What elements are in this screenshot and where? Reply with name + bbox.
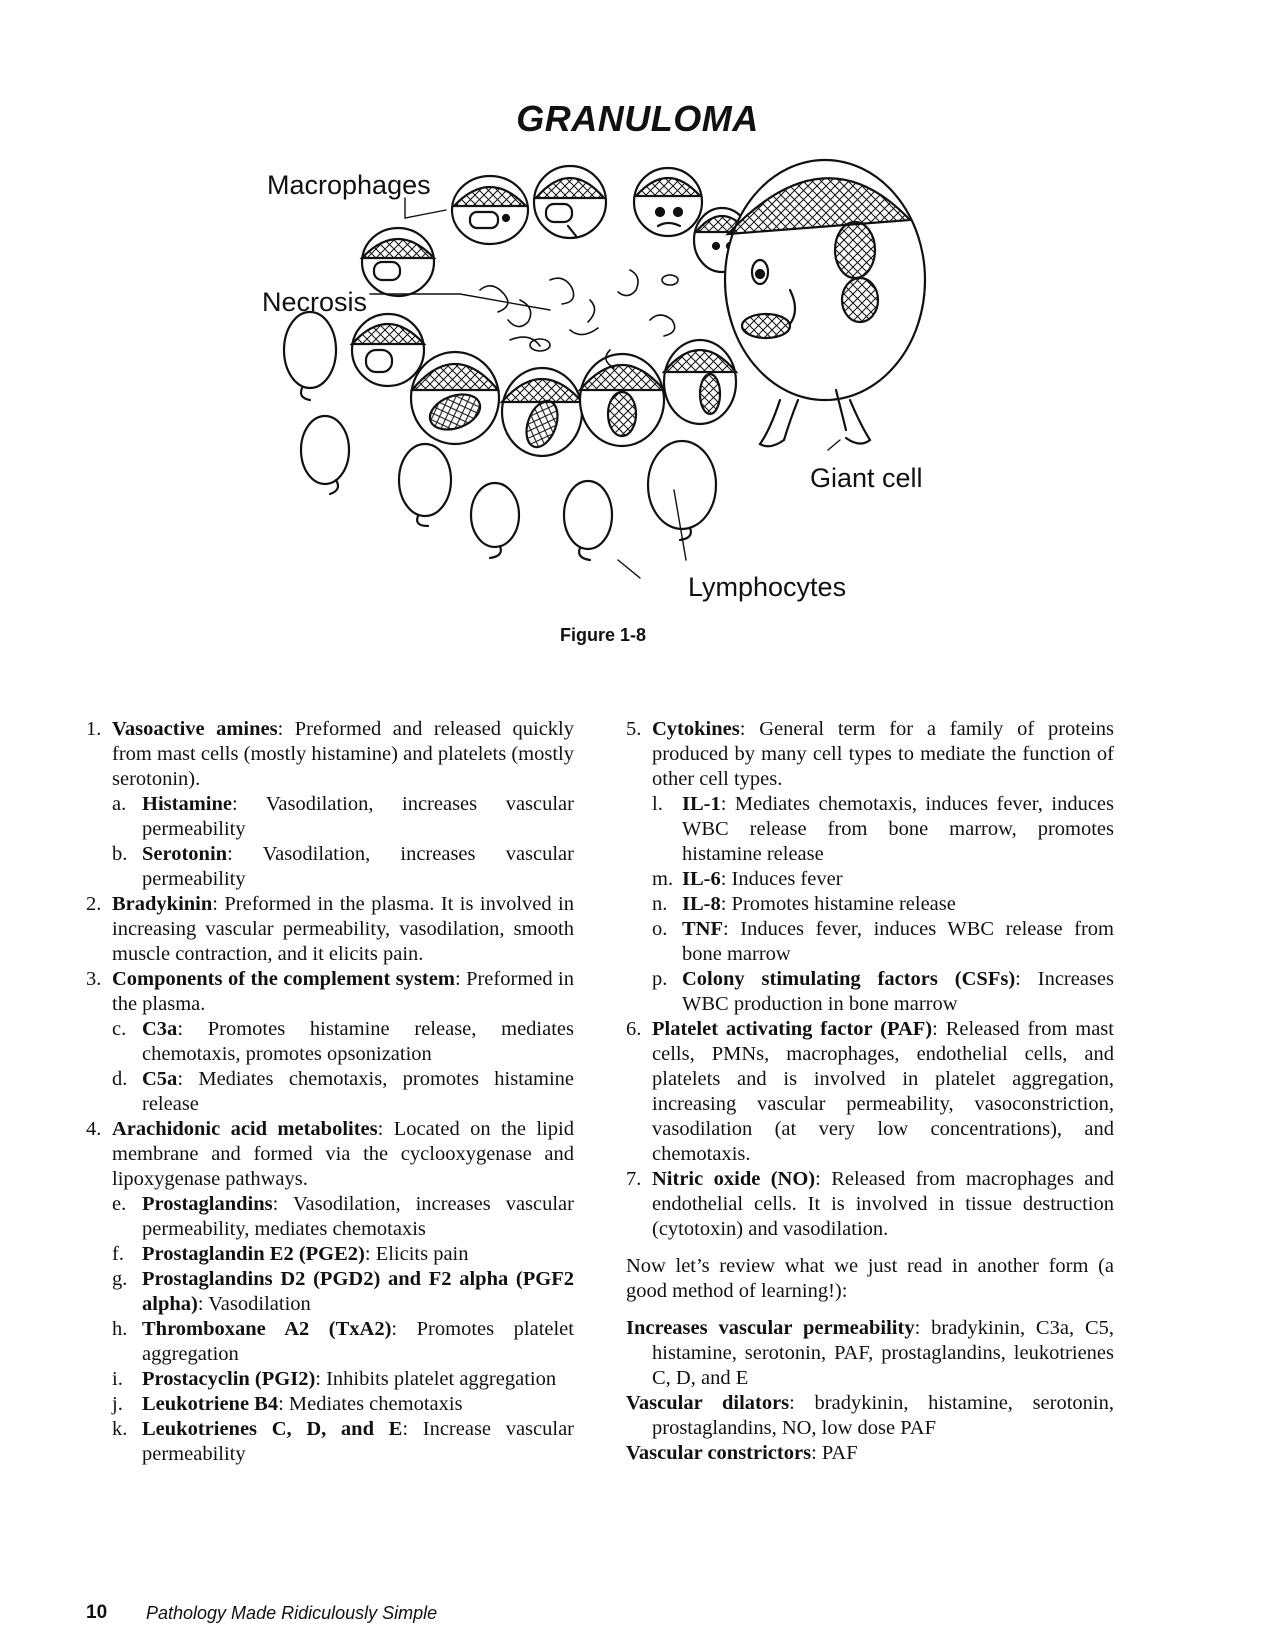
lymphocyte-cell [471, 483, 519, 558]
necrosis-debris [480, 270, 678, 368]
granuloma-illustration [250, 150, 970, 620]
macrophage-cell [634, 168, 702, 236]
list-item: 3. Components of the complement system: Preformed in the plasma. [86, 968, 575, 1015]
macrophage-cell [502, 368, 582, 456]
lymphocyte-cell [399, 444, 451, 526]
giant-cell-label: Giant cell [810, 463, 923, 493]
review-item: Vascular constrictors: PAF [626, 1442, 858, 1464]
list-item: d. C5a: Mediates chemotaxis, promotes histamine release [112, 1068, 574, 1115]
figure-title: GRANULOMA [516, 98, 759, 139]
list-item: e. Prostaglandins: Vasodilation, increases vascular permeability, mediates chemotaxis [112, 1193, 574, 1240]
macrophage-cell [580, 354, 664, 446]
lymphocyte-cell [301, 416, 349, 494]
list-item: k. Leukotrienes C, D, and E: Increase vascular permeability [112, 1418, 574, 1465]
list-item: f. Prostaglandin E2 (PGE2): Elicits pain [112, 1243, 469, 1265]
list-item: a. Histamine: Vasodilation, increases vascular permeability [112, 793, 574, 840]
right-column [626, 717, 1114, 1466]
list-item: o. TNF: Induces fever, induces WBC release from bone marrow [652, 918, 1114, 965]
list-item: 2. Bradykinin: Preformed in the plasma. It is involved in increasing vascular permeability, vasodilation, smooth muscle contraction, and it elicits pain. [86, 893, 574, 965]
list-item: b. Serotonin: Vasodilation, increases vascular permeability [112, 843, 574, 890]
macrophage-cell [452, 176, 528, 244]
list-item: l. IL-1: Mediates chemotaxis, induces fever, induces WBC release from bone marrow, promotes histamine release [652, 793, 1114, 865]
list-item: j. Leukotriene B4: Mediates chemotaxis [112, 1393, 463, 1415]
list-item: 5. Cytokines: General term for a family of proteins produced by many cell types to mediate the function of other cell types. [626, 718, 1114, 790]
list-item: h. Thromboxane A2 (TxA2): Promotes platelet aggregation [112, 1318, 574, 1365]
list-item: i. Prostacyclin (PGI2): Inhibits platelet aggregation [112, 1368, 557, 1390]
macrophage-cell [411, 352, 499, 444]
lymphocyte-cell [648, 441, 716, 540]
list-item: n. IL-8: Promotes histamine release [652, 893, 956, 915]
review-intro: Now let’s review what we just read in another form (a good method of learning!): [626, 1255, 1114, 1302]
figure-caption: Figure 1-8 [560, 625, 647, 645]
list-item: 1. Vasoactive amines: Preformed and released quickly from mast cells (mostly histamine) and platelets (mostly serotonin). [86, 718, 574, 790]
list-item: m. IL-6: Induces fever [652, 868, 843, 890]
left-column [86, 717, 574, 1467]
macrophage-cell [352, 314, 424, 386]
list-item: g. Prostaglandins D2 (PGD2) and F2 alpha (PGF2 alpha): Vasodilation [112, 1268, 574, 1315]
book-title: Pathology Made Ridiculously Simple [146, 1603, 438, 1623]
macrophage-cell [534, 166, 606, 238]
review-item: Increases vascular permeability: bradykinin, C3a, C5, histamine, serotonin, PAF, prostaglandins, leukotrienes C, D, and E [626, 1317, 1114, 1389]
macrophage-cell [362, 228, 434, 296]
list-item: 6. Platelet activating factor (PAF): Released from mast cells, PMNs, macrophages, endothelial cells, and platelets and is involved in platelet aggregation, increasing vascular permeability, vasoconstriction, vasodilation (at very low concentrations), and chemotaxis. [626, 1018, 1114, 1165]
list-item: 4. Arachidonic acid metabolites: Located on the lipid membrane and formed via the cyclooxygenase and lipoxygenase pathways. [86, 1118, 575, 1190]
lymphocyte-cell [564, 481, 612, 560]
macrophage-cell [664, 340, 736, 424]
necrosis-label: Necrosis [262, 287, 368, 317]
list-item: c. C3a: Promotes histamine release, mediates chemotaxis, promotes opsonization [112, 1018, 574, 1065]
list-item: 7. Nitric oxide (NO): Released from macrophages and endothelial cells. It is involved in tissue destruction (cytotoxin) and vasodilation. [626, 1168, 1114, 1240]
macrophages-label: Macrophages [267, 170, 431, 200]
list-item: p. Colony stimulating factors (CSFs): Increases WBC production in bone marrow [652, 968, 1115, 1015]
review-item: Vascular dilators: bradykinin, histamine, serotonin, prostaglandins, NO, low dose PAF [626, 1392, 1114, 1439]
lymphocyte-cell [284, 312, 336, 400]
lymphocytes-label: Lymphocytes [688, 572, 847, 602]
page-number: 10 [86, 1602, 108, 1623]
giant-cell [725, 160, 925, 446]
